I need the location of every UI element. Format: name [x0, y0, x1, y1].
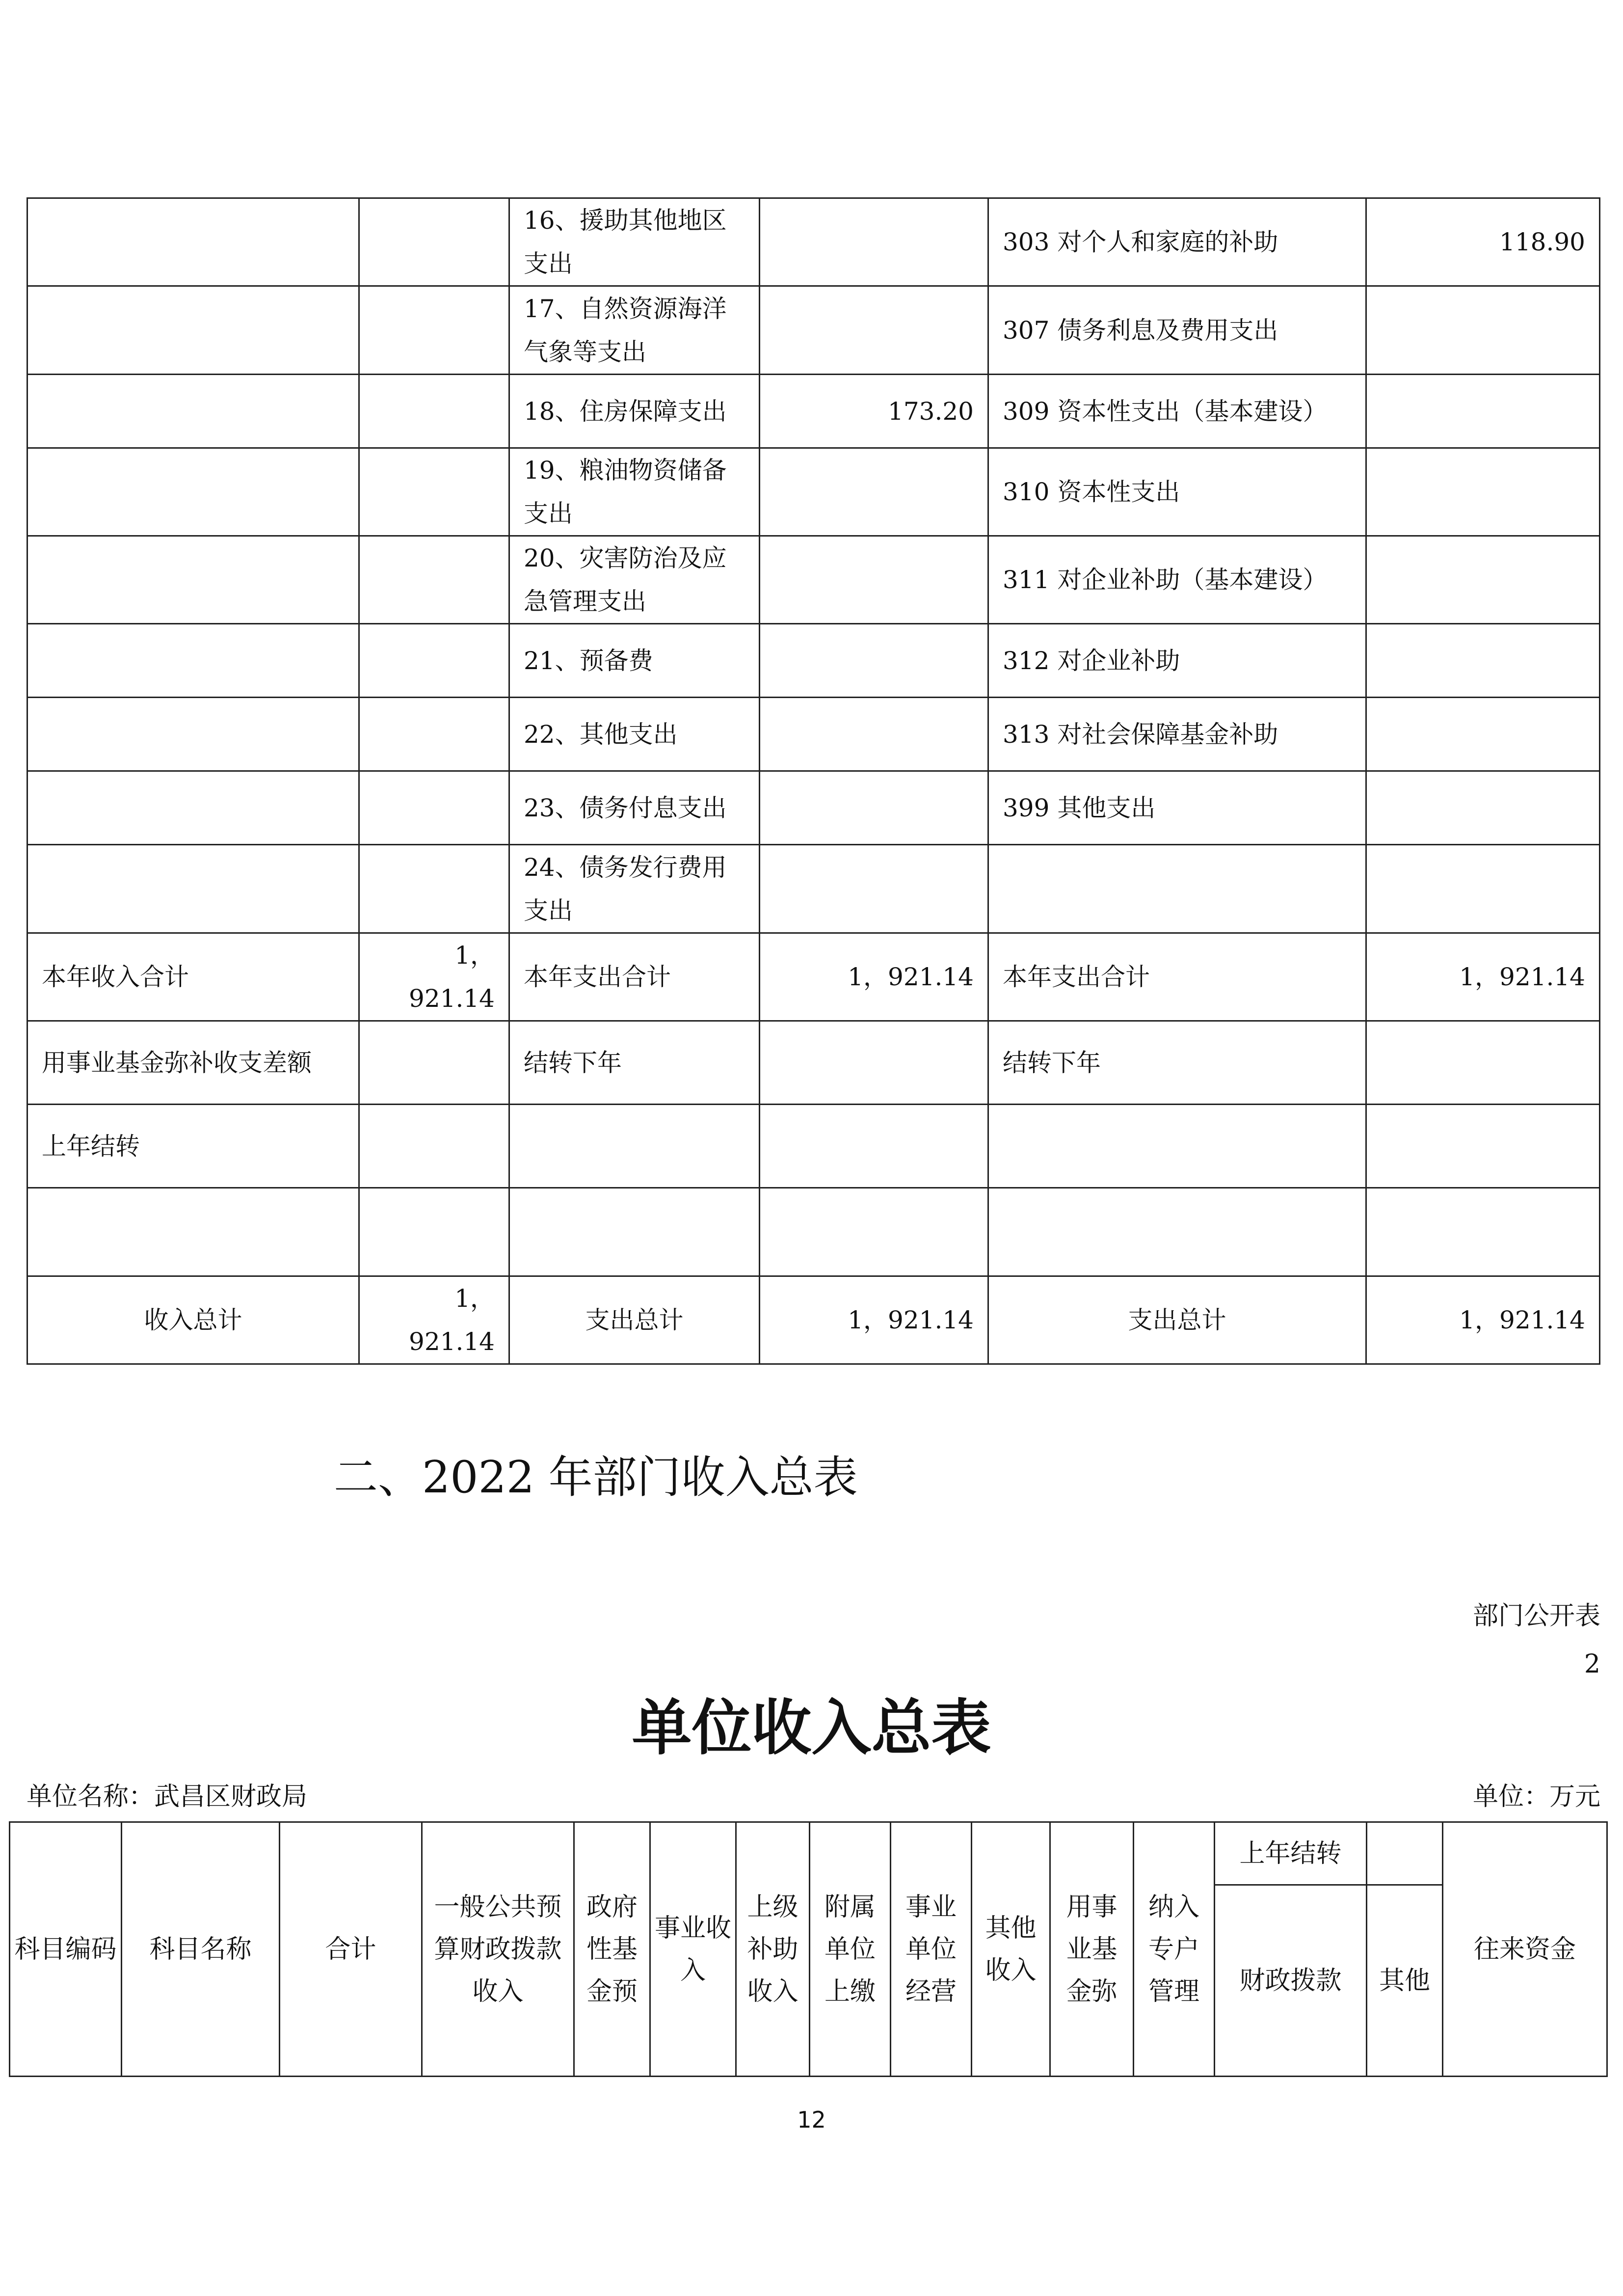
table-cell: 19、粮油物资储备支出 — [509, 448, 760, 536]
table-cell: 支出总计 — [988, 1276, 1366, 1364]
table-cell — [1366, 286, 1600, 375]
table-cell — [27, 771, 359, 845]
table-cell — [359, 448, 509, 536]
table-cell — [359, 536, 509, 624]
table-cell — [359, 698, 509, 771]
section-heading: 二、2022 年部门收入总表 — [334, 1452, 858, 1503]
table-row — [27, 1276, 1600, 1364]
header-general-budget: 一般公共预算财政拨款收入 — [422, 1822, 574, 2077]
header-fiscal-allocation: 财政拨款 — [1215, 1885, 1367, 2077]
main-title: 单位收入总表 — [632, 1693, 991, 1763]
table-cell: 303 对个人和家庭的补助 — [988, 198, 1366, 286]
table-cell: 309 资本性支出（基本建设） — [988, 375, 1366, 448]
table-cell: 支出总计 — [509, 1276, 760, 1364]
table-cell — [1366, 698, 1600, 771]
table-cell — [760, 448, 988, 536]
table-cell: 311 对企业补助（基本建设） — [988, 536, 1366, 624]
table-cell — [359, 624, 509, 698]
page-number: 12 — [797, 2107, 826, 2133]
table-cell — [1366, 448, 1600, 536]
table-cell: 21、预备费 — [509, 624, 760, 698]
table-cell: 结转下年 — [509, 1021, 760, 1105]
table-cell — [760, 198, 988, 286]
table-row — [27, 375, 1600, 448]
table-cell — [27, 198, 359, 286]
header-other-income: 其他收入 — [972, 1822, 1050, 2077]
table-cell: 16、援助其他地区支出 — [509, 198, 760, 286]
table-cell: 1，921.14 — [1366, 933, 1600, 1021]
table-row — [27, 845, 1600, 933]
table-cell: 本年支出合计 — [988, 933, 1366, 1021]
table-cell — [1366, 771, 1600, 845]
table-cell — [359, 198, 509, 286]
table-cell — [359, 1188, 509, 1276]
header-subject-code: 科目编码 — [10, 1822, 122, 2077]
table-cell — [760, 845, 988, 933]
table-cell: 22、其他支出 — [509, 698, 760, 771]
table-cell — [988, 1188, 1366, 1276]
income-summary-table — [9, 1821, 1608, 2077]
header-other: 其他 — [1367, 1885, 1443, 2077]
table-cell — [1366, 624, 1600, 698]
table-cell: 24、债务发行费用支出 — [509, 845, 760, 933]
table-cell — [509, 1105, 760, 1188]
header-total: 合计 — [280, 1822, 422, 2077]
table-cell — [27, 845, 359, 933]
table-cell — [1366, 845, 1600, 933]
table-row — [27, 448, 1600, 536]
table-cell: 结转下年 — [988, 1021, 1366, 1105]
header-special-account: 纳入专户管理 — [1134, 1822, 1215, 2077]
table-cell: 用事业基金弥补收支差额 — [27, 1021, 359, 1105]
table-cell — [359, 771, 509, 845]
table-row — [27, 536, 1600, 624]
table-cell — [760, 536, 988, 624]
table-cell: 17、自然资源海洋气象等支出 — [509, 286, 760, 375]
budget-summary-table — [27, 197, 1600, 1365]
form-number: 2 — [1584, 1649, 1600, 1679]
table-row — [27, 1105, 1600, 1188]
header-subject-name: 科目名称 — [122, 1822, 280, 2077]
table-cell: 18、住房保障支出 — [509, 375, 760, 448]
table-row — [27, 624, 1600, 698]
table-cell — [760, 624, 988, 698]
table-cell: 20、灾害防治及应急管理支出 — [509, 536, 760, 624]
table-row — [27, 698, 1600, 771]
table-cell: 收入总计 — [27, 1276, 359, 1364]
unit-label: 单位：万元 — [1472, 1782, 1600, 1811]
header-business-income: 事业收入 — [650, 1822, 736, 2077]
table-cell — [760, 1021, 988, 1105]
table-row — [27, 933, 1600, 1021]
table-cell — [760, 1105, 988, 1188]
table-cell — [760, 1188, 988, 1276]
table-cell — [1366, 536, 1600, 624]
header-affiliated-payment: 附属单位上缴 — [810, 1822, 891, 2077]
table-cell — [988, 845, 1366, 933]
table-cell: 1，921.14 — [359, 933, 509, 1021]
table-row — [27, 198, 1600, 286]
unit-name: 单位名称：武昌区财政局 — [27, 1782, 308, 1811]
table-cell — [1366, 1188, 1600, 1276]
table-cell: 307 债务利息及费用支出 — [988, 286, 1366, 375]
table-cell: 313 对社会保障基金补助 — [988, 698, 1366, 771]
table-cell: 1，921.14 — [359, 1276, 509, 1364]
table-cell — [359, 845, 509, 933]
form-label: 部门公开表 — [1472, 1601, 1600, 1631]
table-row — [27, 1188, 1600, 1276]
table-cell: 310 资本性支出 — [988, 448, 1366, 536]
table-cell — [988, 1105, 1366, 1188]
table-cell — [27, 698, 359, 771]
table-cell — [509, 1188, 760, 1276]
table-cell — [27, 536, 359, 624]
table-cell: 118.90 — [1366, 198, 1600, 286]
header-superior-subsidy: 上级补助收入 — [736, 1822, 810, 2077]
table-cell: 本年收入合计 — [27, 933, 359, 1021]
table-cell — [27, 1188, 359, 1276]
table-cell: 1，921.14 — [760, 1276, 988, 1364]
table-cell: 上年结转 — [27, 1105, 359, 1188]
table-cell — [760, 771, 988, 845]
table-cell — [760, 286, 988, 375]
table-cell: 1，921.14 — [1366, 1276, 1600, 1364]
table-cell — [1366, 375, 1600, 448]
table-cell: 1，921.14 — [760, 933, 988, 1021]
header-last-year-carryover: 上年结转 — [1215, 1822, 1367, 1885]
table-cell — [359, 375, 509, 448]
table-cell: 173.20 — [760, 375, 988, 448]
header-empty-cell — [1367, 1822, 1443, 1885]
header-gov-fund: 政府性基金预 — [574, 1822, 650, 2077]
table-cell — [1366, 1105, 1600, 1188]
table-row — [27, 771, 1600, 845]
header-business-fund: 用事业基金弥 — [1050, 1822, 1134, 2077]
table-cell — [359, 1021, 509, 1105]
table-cell: 399 其他支出 — [988, 771, 1366, 845]
table-cell — [27, 624, 359, 698]
table-cell — [760, 698, 988, 771]
table-cell: 23、债务付息支出 — [509, 771, 760, 845]
table-cell — [359, 1105, 509, 1188]
table-cell — [27, 448, 359, 536]
table-row — [27, 286, 1600, 375]
table-cell: 本年支出合计 — [509, 933, 760, 1021]
table-cell: 312 对企业补助 — [988, 624, 1366, 698]
header-current-funds: 往来资金 — [1443, 1822, 1607, 2077]
table-cell — [27, 375, 359, 448]
table-row — [27, 1021, 1600, 1105]
header-business-operation: 事业单位经营 — [891, 1822, 972, 2077]
table-cell — [359, 286, 509, 375]
table-cell — [1366, 1021, 1600, 1105]
table-cell — [27, 286, 359, 375]
